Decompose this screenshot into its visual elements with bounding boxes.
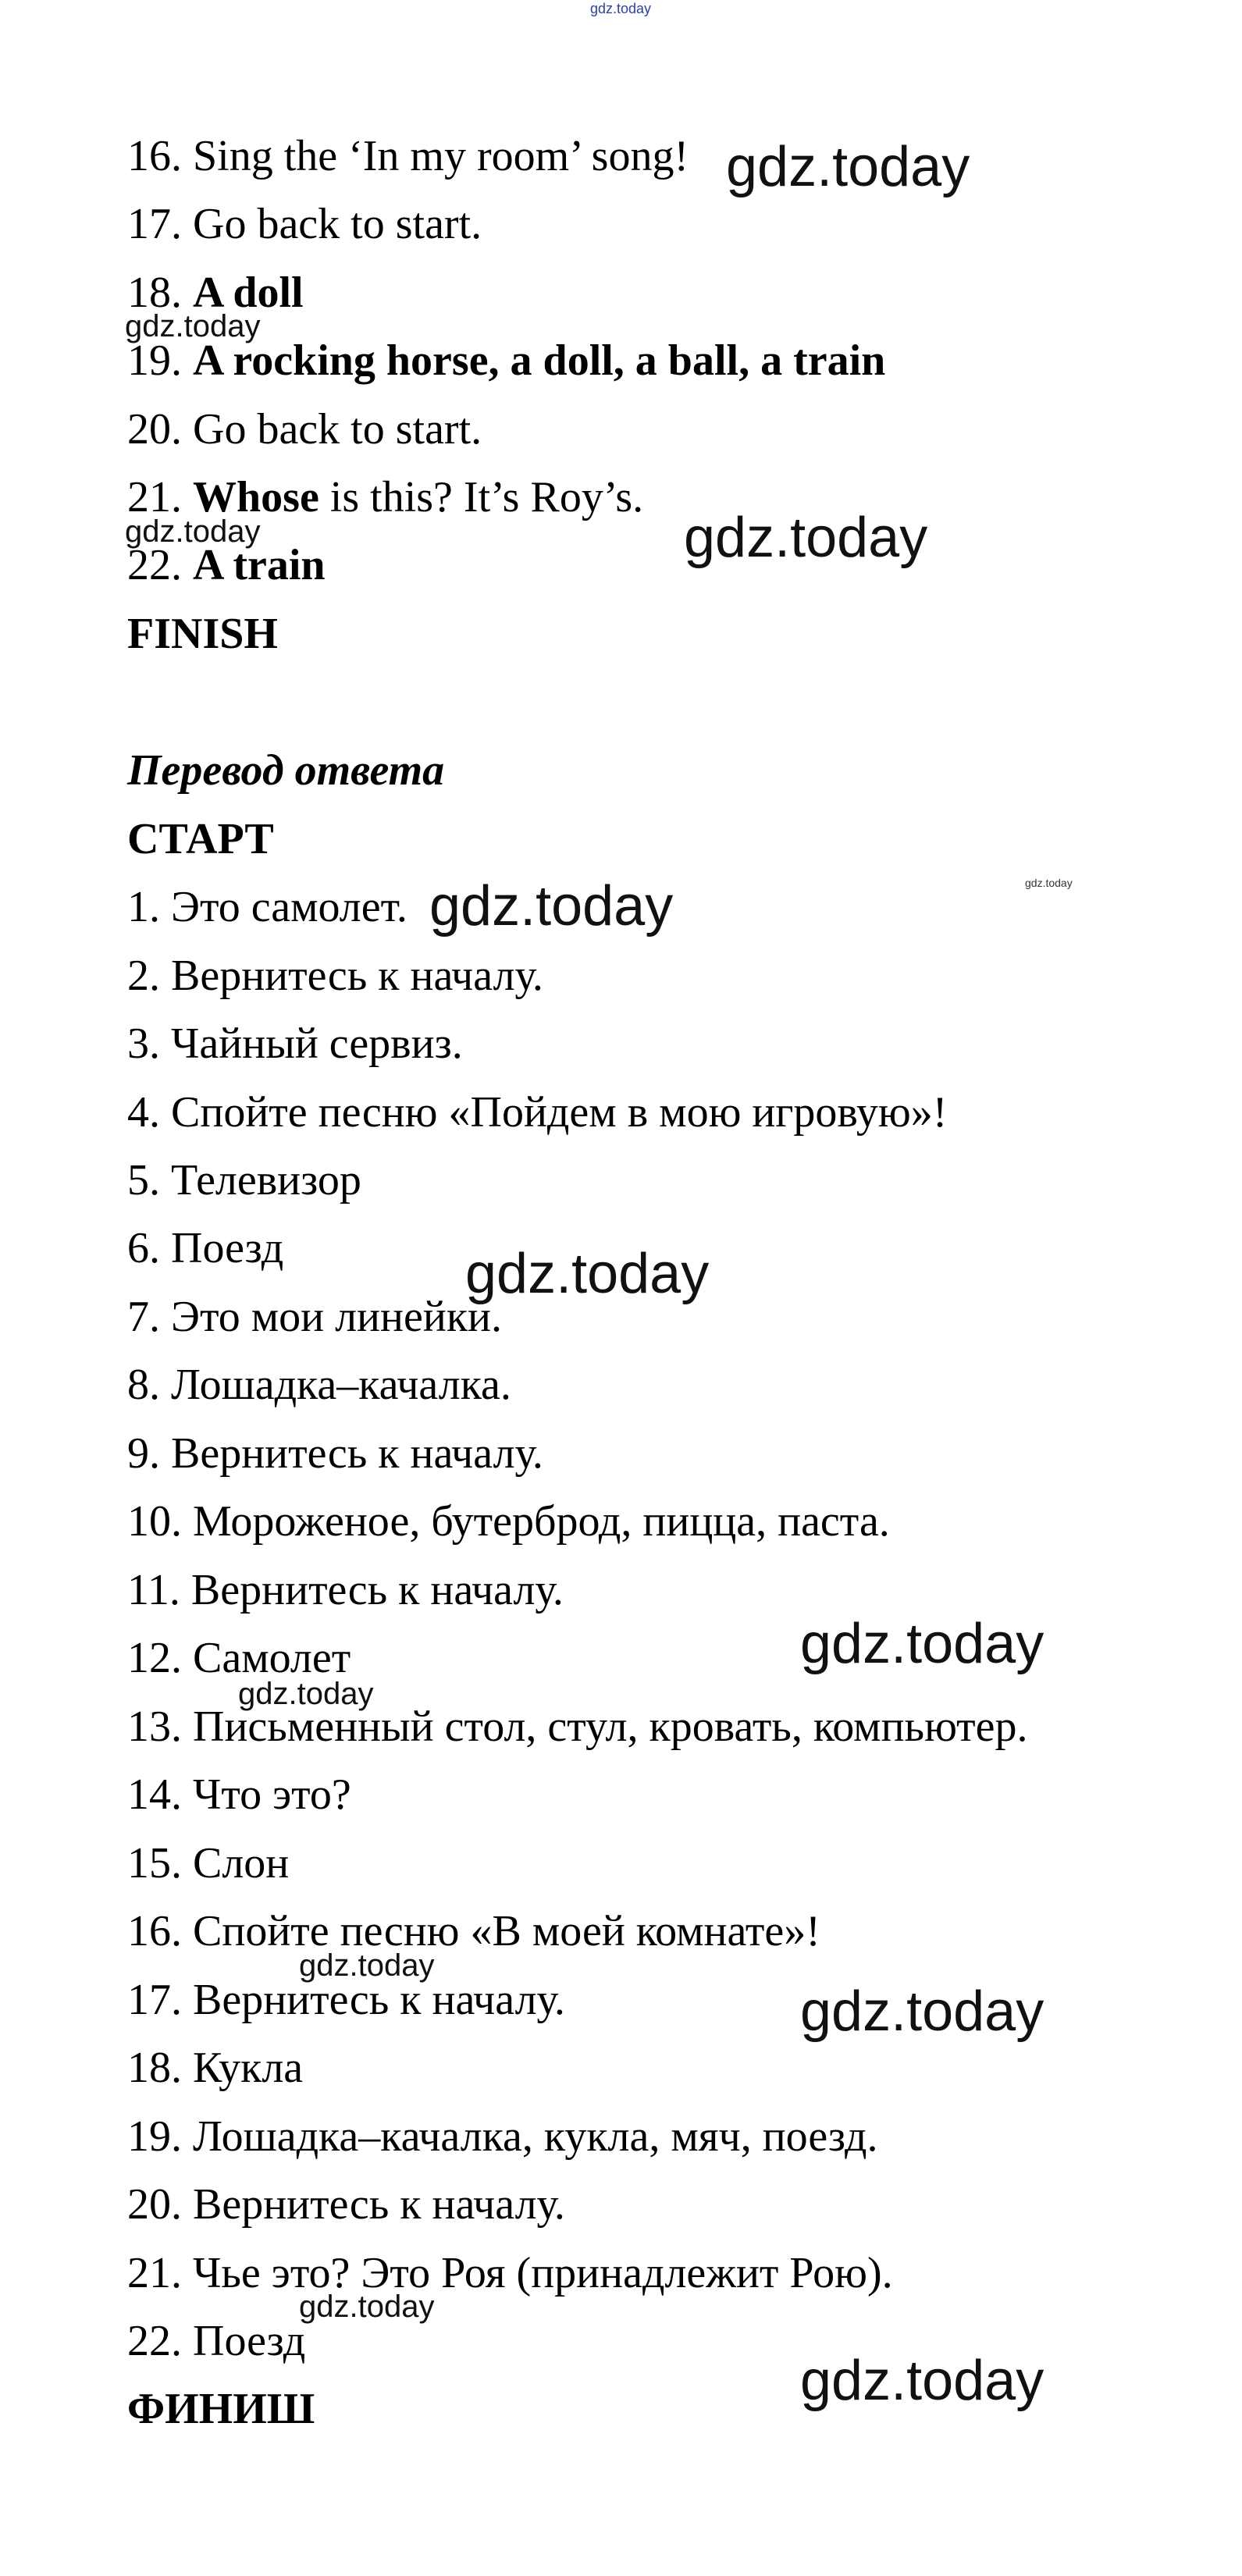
translation-item: 21. Чье это? Это Роя (принадлежит Рою).	[127, 2249, 893, 2297]
translation-item: 15. Слон	[127, 1839, 290, 1888]
watermark: gdz.today	[1025, 877, 1073, 889]
answer-line-22	[127, 540, 326, 590]
line-number: 22.	[127, 541, 193, 589]
translation-item: 17. Вернитесь к началу.	[127, 1976, 565, 2024]
answer-line-17: 17. Go back to start.	[127, 200, 482, 248]
translation-item: 4. Спойте песню «Пойдем в мою игровую»!	[127, 1088, 948, 1137]
translation-item: 7. Это мои линейки.	[127, 1293, 502, 1341]
translation-item: 5. Телевизор	[127, 1156, 361, 1204]
watermark: gdz.today	[726, 136, 970, 198]
line-number: 19.	[127, 336, 193, 385]
translation-item: 2. Вернитесь к началу.	[127, 952, 543, 1000]
finish-label-ru: ФИНИШ	[127, 2385, 315, 2433]
translation-item: 8. Лошадка–качалка.	[127, 1361, 511, 1409]
answer-line-21	[127, 472, 643, 522]
answer-line-19	[127, 336, 885, 386]
translation-item: 14. Что это?	[127, 1770, 351, 1819]
answer-line-20: 20. Go back to start.	[127, 405, 482, 454]
watermark: gdz.today	[800, 1613, 1044, 1675]
line-number: 18.	[127, 269, 193, 317]
watermark: gdz.today	[684, 507, 928, 569]
watermark: gdz.today	[800, 2350, 1044, 2412]
translation-item: 13. Письменный стол, стул, кровать, компьютер.	[127, 1703, 1028, 1751]
translation-item: 19. Лошадка–качалка, кукла, мяч, поезд.	[127, 2112, 878, 2161]
watermark: gdz.today	[238, 1677, 374, 1711]
translation-item: 1. Это самолет.	[127, 883, 407, 931]
watermark: gdz.today	[299, 1948, 435, 1983]
translation-item: 16. Спойте песню «В моей комнате»!	[127, 1907, 820, 1955]
watermark: gdz.today	[465, 1243, 710, 1305]
watermark: gdz.today	[125, 514, 261, 549]
start-label: СТАРТ	[127, 815, 274, 863]
translation-item: 12. Самолет	[127, 1634, 351, 1682]
translation-item: 6. Поезд	[127, 1224, 284, 1272]
finish-label: FINISH	[127, 610, 278, 658]
translation-item: 22. Поезд	[127, 2317, 306, 2365]
translation-item: 9. Вернитесь к началу.	[127, 1429, 543, 1478]
translation-item: 3. Чайный сервиз.	[127, 1019, 463, 1068]
line-number: 21.	[127, 473, 193, 521]
translation-item: 20. Вернитесь к началу.	[127, 2180, 565, 2229]
answer-text-rest: is this? It’s Roy’s.	[319, 473, 644, 521]
watermark: gdz.today	[429, 875, 674, 938]
watermark: gdz.today	[299, 2290, 435, 2324]
watermark: gdz.today	[125, 309, 261, 343]
translation-item: 18. Кукла	[127, 2044, 304, 2092]
watermark: gdz.today	[800, 1980, 1044, 2043]
translation-heading: Перевод ответа	[127, 746, 445, 795]
translation-item: 11. Вернитесь к началу.	[127, 1566, 564, 1614]
answer-line-16: 16. Sing the ‘In my room’ song!	[127, 132, 689, 180]
answer-text: Whose	[193, 473, 319, 521]
answer-text: A rocking horse, a doll, a ball, a train	[193, 336, 886, 385]
answer-line-18	[127, 268, 304, 318]
answer-text: A doll	[193, 269, 304, 317]
answer-text: A train	[193, 541, 326, 589]
watermark: gdz.today	[590, 1, 652, 16]
translation-item: 10. Мороженое, бутерброд, пицца, паста.	[127, 1497, 890, 1546]
